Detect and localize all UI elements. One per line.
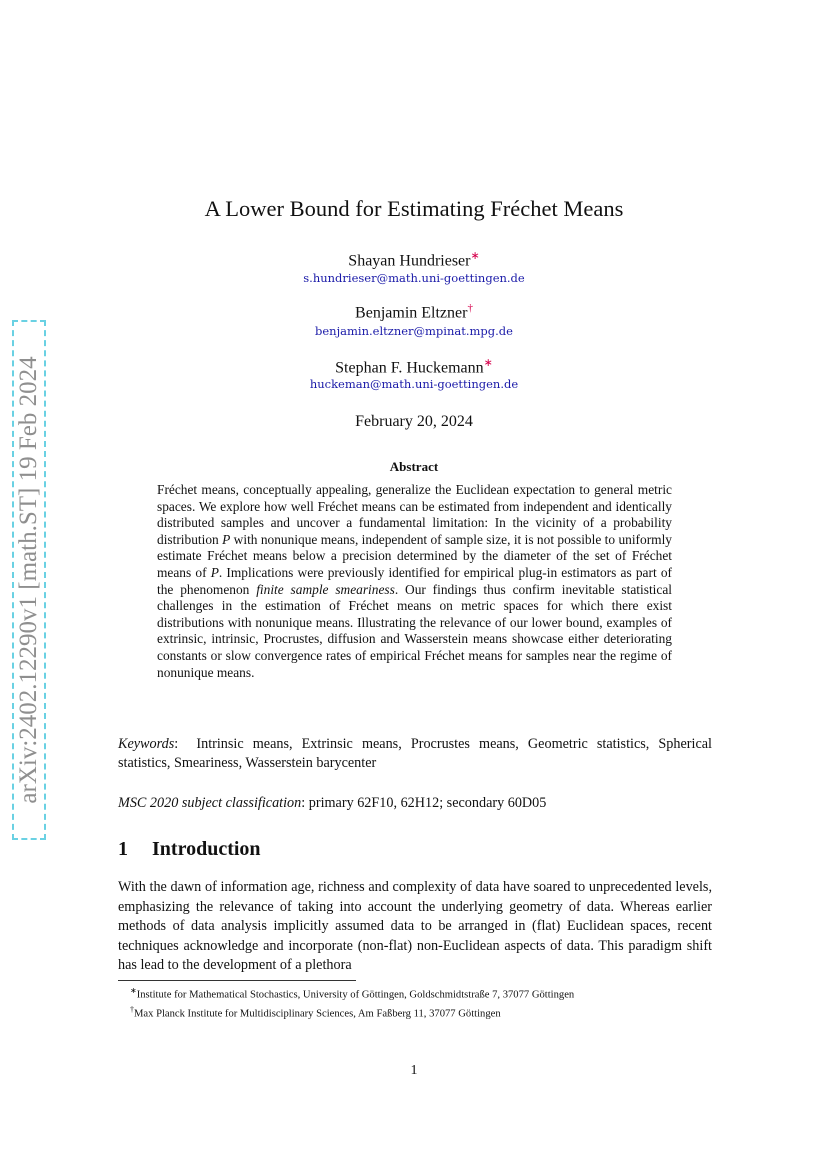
abstract-text: Fréchet means, conceptually appealing, generalize the Euclidean expectation to general metric spaces. We explore how well Fréchet means can be estimated from independent and identically distributed samples and uncover a fundamental limitation: In the vicinity of a probability distribution [157, 482, 672, 547]
page-number: 1 [410, 1063, 418, 1078]
author-affiliation-mark: ∗ [470, 250, 480, 262]
msc-label: MSC 2020 subject classification [118, 795, 302, 811]
author-email[interactable]: benjamin.eltzner@mpinat.mpg.de [315, 324, 513, 338]
arxiv-stamp [12, 320, 46, 840]
publication-date: February 20, 2024 [355, 413, 473, 430]
keywords-text: Intrinsic means, Extrinsic means, Procrustes means, Geometric statistics, Spherical statistics, Smeariness, Wasserstein barycenter [118, 736, 712, 771]
section-heading [118, 838, 261, 861]
footnote-mark: ∗ [130, 986, 137, 995]
author-name-text: Stephan F. Huckemann [335, 359, 484, 377]
math-variable: P [222, 531, 231, 547]
abstract-emphasis: finite sample smeariness [256, 581, 395, 597]
arxiv-identifier: arXiv:2402.12290v1 [math.ST] 19 Feb 2024 [15, 356, 42, 804]
abstract-heading: Abstract [389, 459, 439, 474]
footnote-text: Max Planck Institute for Multidisciplinary Sciences, Am Faßberg 11, 37077 Göttingen [134, 1008, 501, 1020]
msc-classification: MSC 2020 subject classification: primary 62F10, 62H12; secondary 60D05 [118, 795, 547, 811]
author-affiliation-mark: † [467, 302, 473, 314]
author-name-text: Shayan Hundrieser [348, 252, 471, 270]
abstract-text: . Implications were previously identified for empirical plug-in estimators as part of the phenomenon [157, 564, 672, 597]
footnote-mark: † [130, 1004, 134, 1014]
author-name-text: Benjamin Eltzner [355, 304, 468, 322]
author-name [0, 249, 828, 270]
paper-title: A Lower Bound for Estimating Fréchet Means [204, 196, 624, 221]
abstract-body [157, 482, 672, 681]
author-name [0, 302, 828, 322]
abstract-text: . Our findings thus confirm inevitable statistical challenges in the estimation of Fréchet means on metric spaces for which there exist distributions with nonunique means. Illustrating the relevance of our lower bound, examples of extrinsic, intrinsic, Procrustes, diffusion and Wasserstein means showcase either deteriorating constants or slow convergence rates of empirical Fréchet means for samples near the regime of nonunique means. [157, 581, 672, 680]
math-variable: P [210, 564, 219, 580]
abstract-text: with nonunique means, independent of sample size, it is not possible to uniformly estimate Fréchet means below a precision determined by the diameter of the set of Fréchet means of [157, 531, 672, 580]
author-email[interactable]: huckeman@math.uni-goettingen.de [309, 377, 519, 391]
author-affiliation-mark: ∗ [483, 357, 493, 369]
footnote-text: Institute for Mathematical Stochastics, University of Göttingen, Goldschmidtstraße 7, 37077 Göttingen [136, 989, 575, 1001]
footnote [130, 1003, 574, 1022]
intro-paragraph: With the dawn of information age, richness and complexity of data have soared to unprecedented levels, emphasizing the relevance of taking into account the underlying geometry of data. Whereas earlier methods of data analysis implicitly assumed data to be arranged in (flat) Euclidean spaces, recent techniques acknowledge and incorporate (non-flat) non-Euclidean aspects of data. This paradigm shift has lead to the development of a plethora [118, 879, 712, 973]
footnotes [130, 984, 574, 1021]
section-number: 1 [118, 838, 128, 860]
keywords: Keywords: Intrinsic means, Extrinsic means, Procrustes means, Geometric statistics, Spherical statistics, Smeariness, Wasserstein barycenter [118, 736, 712, 771]
keywords-label: Keywords [118, 736, 175, 752]
author-email[interactable]: s.hundrieser@math.uni-goettingen.de [303, 271, 525, 285]
msc-text: primary 62F10, 62H12; secondary 60D05 [308, 795, 547, 811]
author-name [0, 356, 828, 377]
footnote-rule [118, 980, 356, 981]
footnote [130, 984, 574, 1003]
section-title: Introduction [152, 838, 261, 860]
